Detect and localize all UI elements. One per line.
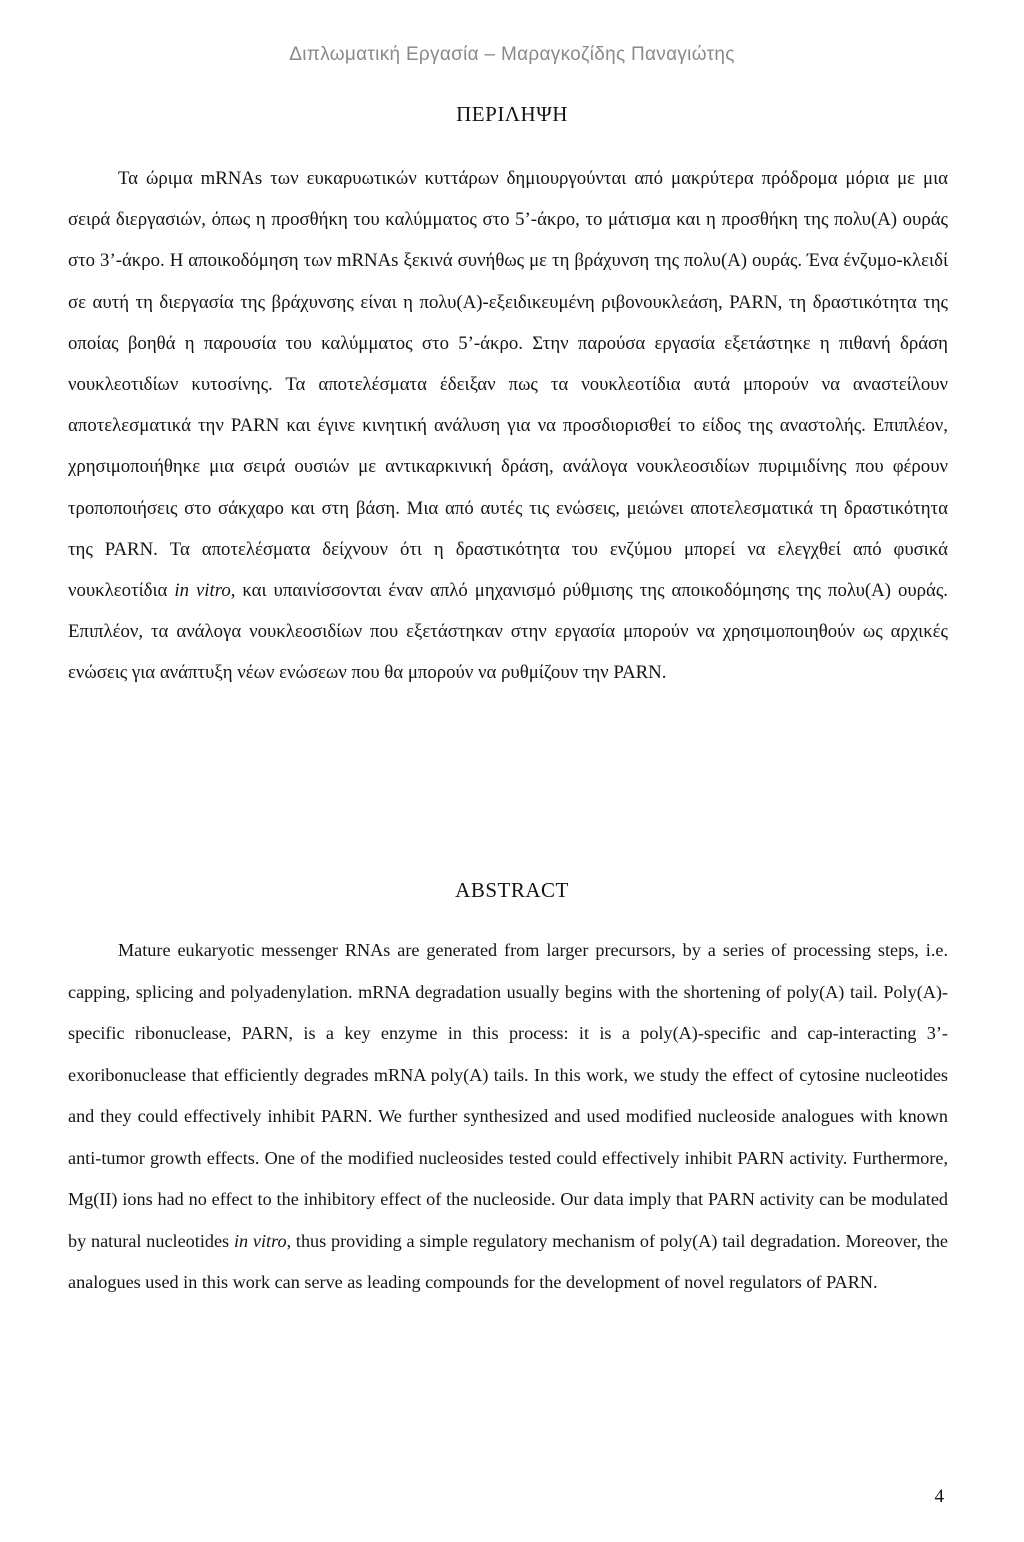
english-abstract-title: ABSTRACT: [455, 878, 569, 902]
running-header: Διπλωματική Εργασία – Μαραγκοζίδης Παναγιώτης: [289, 44, 735, 65]
english-abstract-paragraph: [68, 930, 948, 1304]
english-abstract-italic: in vitro: [233, 1230, 287, 1251]
greek-abstract-italic: in vitro: [174, 580, 231, 602]
greek-abstract-title: ΠΕΡΙΛΗΨΗ: [456, 102, 568, 126]
greek-abstract-paragraph: [68, 158, 948, 694]
page-number: 4: [934, 1486, 944, 1507]
english-abstract-text-1: Mature eukaryotic messenger RNAs are generated from larger precursors, by a series of processing steps, i.e. capping, splicing and polyadenylation. mRNA degradation usually begins with the shortening of poly(A) tail. Poly(A)-specific ribonuclease, PARN, is a key enzyme in this process: it is a poly(A)-specific and cap-interacting 3’- exoribonuclease that efficiently degrades mRNA poly(A) tails. In this work, we study the effect of cytosine nucleotides and they could effectively inhibit PARN. We further synthesized and used modified nucleoside analogues with known anti-tumor growth effects. One of the modified nucleosides tested could effectively inhibit PARN activity. Furthermore, Mg(II) ions had no effect to the inhibitory effect of the nucleoside. Our data imply that PARN activity can be modulated by natural nucleotides: [68, 940, 948, 1251]
english-abstract-text-2: , thus providing a simple regulatory mechanism of poly(A) tail degradation. Moreover, the analogues used in this work can serve as leading compounds for the development of novel regulators of PARN.: [68, 1230, 949, 1292]
greek-abstract-text-1: Τα ώριμα mRNAs των ευκαρυωτικών κυττάρων δημιουργούνται από μακρύτερα πρόδρομα μόρια με μια σειρά διεργασιών, όπως η προσθήκη του καλύμματος στο 5’-άκρο, το μάτισμα και η προσθήκη της πολυ(Α) ουράς στο 3’-άκρο. Η αποικοδόμηση των mRNAs ξεκινά συνήθως με τη βράχυνση της πολυ(Α) ουράς. Ένα ένζυμο-κλειδί σε αυτή τη διεργασία της βράχυνσης είναι η πολυ(Α)-εξειδικευμένη ριβονουκλεάση, PARN, τη δραστικότητα της οποίας βοηθά η παρουσία του καλύμματος στο 5’-άκρο. Στην παρούσα εργασία εξετάστηκε η πιθανή δράση νουκλεοτιδίων κυτοσίνης. Τα αποτελέσματα έδειξαν πως τα νουκλεοτίδια αυτά μπορούν να αναστείλουν αποτελεσματικά την PARN και έγινε κινητική ανάλυση για να προσδιορισθεί το είδος της αναστολής. Επιπλέον, χρησιμοποιήθηκε μια σειρά ουσιών με αντικαρκινική δράση, ανάλογα νουκλεοσιδίων πυριμιδίνης που φέρουν τροποποιήσεις στο σάκχαρο και στη βάση. Μια από αυτές τις ενώσεις, μειώνει αποτελεσματικά τη δραστικότητα της PARN. Τα αποτελέσματα δείχνουν ότι η δραστικότητα του ενζύμου μπορεί να ελεγχθεί από φυσικά νουκλεοτίδια: [68, 168, 948, 602]
greek-abstract-text-2: , και υπαινίσσονται έναν απλό μηχανισμό ρύθμισης της αποικοδόμησης της πολυ(Α) ουράς. Επιπλέον, τα ανάλογα νουκλεοσιδίων που εξετάστηκαν στην εργασία μπορούν να χρησιμοποιηθούν ως αρχικές ενώσεις για ανάπτυξη νέων ενώσεων που θα μπορούν να ρυθμίζουν την PARN.: [68, 580, 948, 684]
